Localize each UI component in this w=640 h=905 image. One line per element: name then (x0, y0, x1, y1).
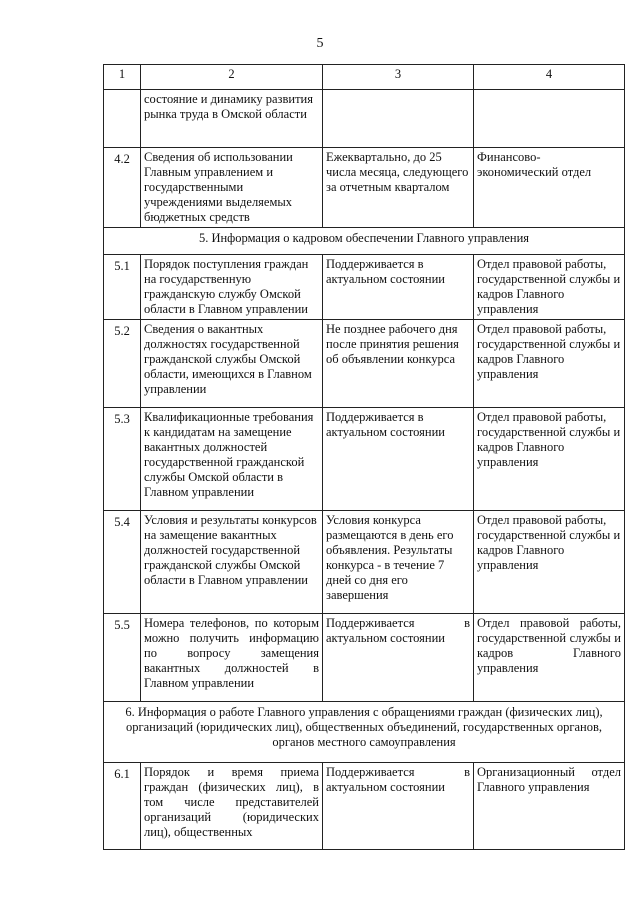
information-table (103, 64, 625, 850)
table-row (104, 614, 625, 702)
header-col-2: 2 (141, 65, 323, 90)
row-description: Порядок и время приема граждан (физических лиц), в том числе представителей организаций (юридических лиц), общественных (141, 763, 323, 850)
section-5-title: 5. Информация о кадровом обеспечении Главного управления (104, 228, 625, 255)
table-row (104, 255, 625, 320)
header-col-4: 4 (474, 65, 625, 90)
row-description: Условия и результаты конкурсов на замещение вакантных должностей государственной гражданской службы Омской области в Главном управлении (141, 511, 323, 614)
row-department: Отдел правовой работы, государственной службы и кадров Главного управления (474, 320, 625, 408)
row-description: Номера телефонов, по которым можно получить информацию по вопросу замещения вакантных должностей в Главном управлении (141, 614, 323, 702)
header-col-3: 3 (323, 65, 474, 90)
row-department: Отдел правовой работы, государственной службы и кадров Главного управления (474, 408, 625, 511)
row-period (323, 90, 474, 148)
section-header-row (104, 702, 625, 763)
row-department: Финансово-экономический отдел (474, 148, 625, 228)
table-row (104, 763, 625, 850)
row-description: Порядок поступления граждан на государственную гражданскую службу Омской области в Главном управлении (141, 255, 323, 320)
row-period: Поддерживается в актуальном состоянии (323, 614, 474, 702)
row-description: состояние и динамику развития рынка труда в Омской области (141, 90, 323, 148)
row-period: Поддерживается в актуальном состоянии (323, 408, 474, 511)
row-number: 5.2 (104, 320, 141, 408)
row-period: Ежеквартально, до 25 числа месяца, следующего за отчетным кварталом (323, 148, 474, 228)
table-row (104, 148, 625, 228)
row-department: Отдел правовой работы, государственной службы и кадров Главного управления (474, 511, 625, 614)
section-6-title: 6. Информация о работе Главного управления с обращениями граждан (физических лиц), организаций (юридических лиц), общественных объединений, государственных органов, органов местного самоуправления (104, 702, 625, 763)
row-number: 5.4 (104, 511, 141, 614)
row-description: Квалификационные требования к кандидатам на замещение вакантных должностей государственной гражданской службы Омской области в Главном управлении (141, 408, 323, 511)
page-number: 5 (316, 36, 324, 51)
row-number: 5.5 (104, 614, 141, 702)
table-row (104, 90, 625, 148)
row-department (474, 90, 625, 148)
table-row (104, 511, 625, 614)
row-department: Отдел правовой работы, государственной службы и кадров Главного управления (474, 614, 625, 702)
row-number: 6.1 (104, 763, 141, 850)
row-number: 4.2 (104, 148, 141, 228)
header-col-1: 1 (104, 65, 141, 90)
table-header-row (104, 65, 625, 90)
row-description: Сведения о вакантных должностях государственной гражданской службы Омской области, имеющихся в Главном управлении (141, 320, 323, 408)
row-number (104, 90, 141, 148)
row-number: 5.3 (104, 408, 141, 511)
table-row (104, 408, 625, 511)
row-period: Поддерживается в актуальном состоянии (323, 255, 474, 320)
row-period: Не позднее рабочего дня после принятия решения об объявлении конкурса (323, 320, 474, 408)
row-department: Организационный отдел Главного управления (474, 763, 625, 850)
row-department: Отдел правовой работы, государственной службы и кадров Главного управления (474, 255, 625, 320)
row-period: Поддерживается в актуальном состоянии (323, 763, 474, 850)
row-description: Сведения об использовании Главным управлением и государственными учреждениями выделяемых бюджетных средств (141, 148, 323, 228)
row-period: Условия конкурса размещаются в день его объявления. Результаты конкурса - в течение 7 дней со дня его завершения (323, 511, 474, 614)
section-header-row (104, 228, 625, 255)
table-row (104, 320, 625, 408)
row-number: 5.1 (104, 255, 141, 320)
